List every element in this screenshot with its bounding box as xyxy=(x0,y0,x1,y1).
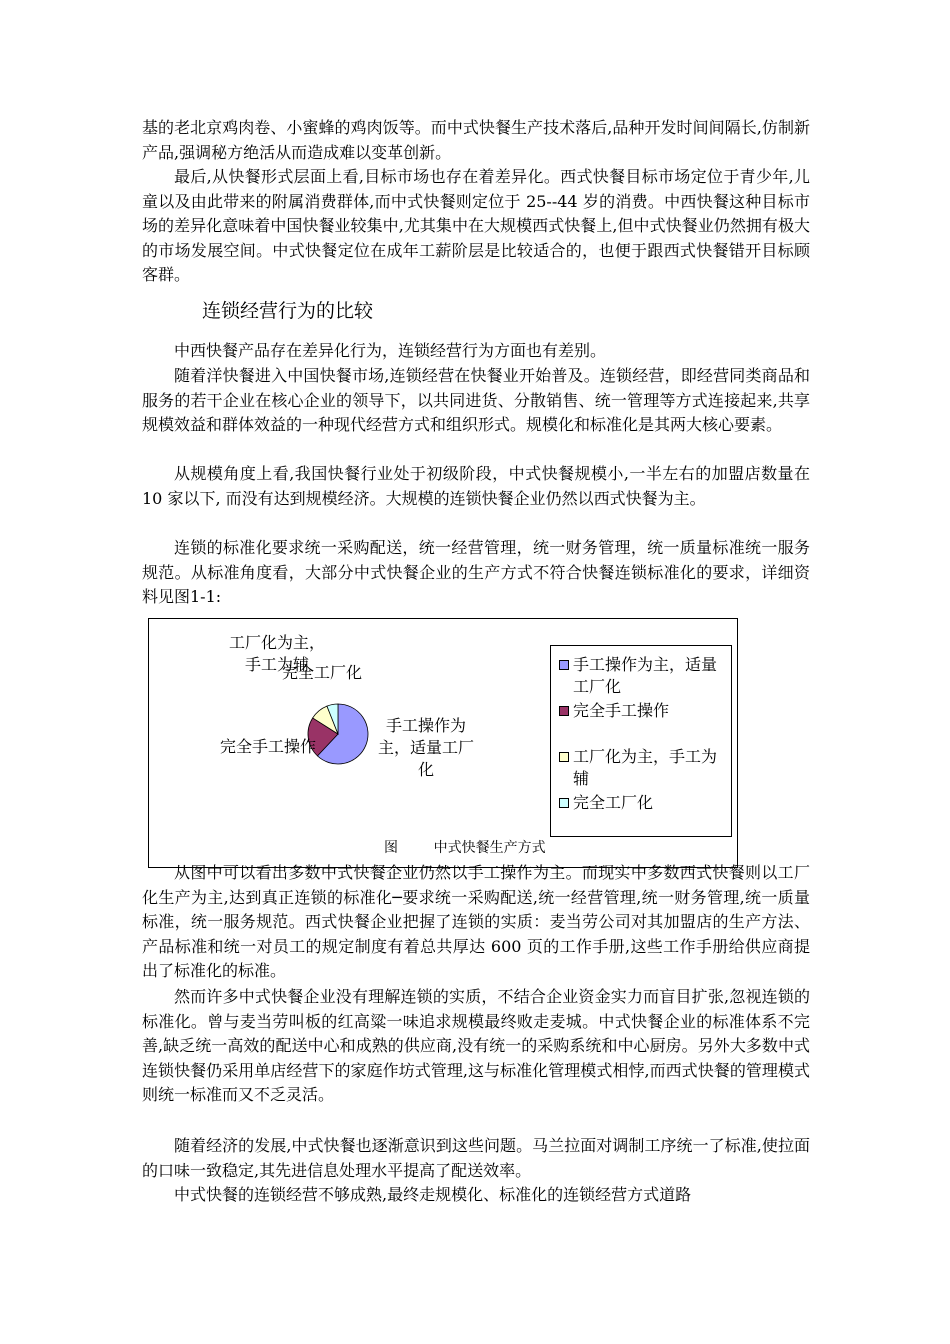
chart-legend xyxy=(550,645,732,837)
pie-label-full-factory: 完全工厂化 xyxy=(281,663,362,682)
legend-swatch xyxy=(559,752,569,762)
paragraph-intro: 中西快餐产品存在差异化行为，连锁经营行为方面也有差别。 xyxy=(174,341,607,360)
paragraph-continuation: 基的老北京鸡肉卷、小蜜蜂的鸡肉饭等。而中式快餐生产技术落后,品种开发时间间隔长,仿制新产品,强调秘方绝活从而造成难以变革创新。 xyxy=(142,118,810,162)
pie-chart xyxy=(300,696,376,772)
legend-swatch xyxy=(559,706,569,716)
legend-label: 手工操作为主，适量工厂化 xyxy=(573,655,718,696)
paragraph-conclusion: 中式快餐的连锁经营不够成熟,最终走规模化、标准化的连锁经营方式道路 xyxy=(174,1185,692,1204)
figure-caption: 图 中式快餐生产方式 xyxy=(384,840,546,856)
pie-label-factory-main: 工厂化为主，手工为辅 xyxy=(228,633,325,674)
legend-swatch xyxy=(559,798,569,808)
paragraph-chain-definition: 随着洋快餐进入中国快餐市场,连锁经营在快餐业开始普及。连锁经营，即经营同类商品和服务的若干企业在核心企业的领导下，以共同进货、分散销售、统一管理等方式连接起来,共享规模效益和群体效益的一种现代经营方式和组织形式。规模化和标准化是其两大核心要素。 xyxy=(142,366,810,435)
paragraph-problems: 然而许多中式快餐企业没有理解连锁的实质，不结合企业资金实力而盲目扩张,忽视连锁的标准化。曾与麦当劳叫板的红高粱一味追求规模最终败走麦城。中式快餐企业的标准体系不完善,缺乏统一高效的配送中心和成熟的供应商,没有统一的采购系统和中心厨房。另外大多数中式连锁快餐仍采用单店经营下的家庭作坊式管理,这与标准化管理模式相悖,而西式快餐的管理模式则统一标准而又不乏灵活。 xyxy=(142,987,810,1105)
paragraph-standardization: 连锁的标准化要求统一采购配送，统一经营管理，统一财务管理，统一质量标准统一服务规范。从标准角度看，大部分中式快餐企业的生产方式不符合快餐连锁标准化的要求，详细资料见图1-1: xyxy=(142,538,810,607)
legend-label: 完全手工操作 xyxy=(573,701,670,720)
legend-swatch xyxy=(559,660,569,670)
paragraph-target-market: 最后,从快餐形式层面上看,目标市场也存在着差异化。西式快餐目标市场定位于青少年,儿童以及由此带来的附属消费群体,而中式快餐则定位于 25--44 岁的消费。中西快餐这种目标市场的差异化意味着中国快餐业较集中,尤其集中在大规模西式快餐上,但中式快餐业仍然拥有极大的市场发展空间。中式快餐定位在成年工薪阶层是比较适合的，也便于跟西式快餐错开目标顾客群。 xyxy=(142,167,810,285)
pie-label-manual-full: 完全手工操作 xyxy=(220,737,317,756)
legend-label: 工厂化为主，手工为辅 xyxy=(573,747,718,788)
paragraph-malan-example: 随着经济的发展,中式快餐也逐渐意识到这些问题。马兰拉面对调制工序统一了标准,使拉面的口味一致稳定,其先进信息处理水平提高了配送效率。 xyxy=(142,1136,810,1180)
paragraph-chart-analysis: 从图中可以看出多数中式快餐企业仍然以手工操作为主。而现实中多数西式快餐则以工厂化生产为主,达到真正连锁的标准化─要求统一采购配送,统一经营管理,统一财务管理,统一质量标准，统一服务规范。西式快餐企业把握了连锁的实质：麦当劳公司对其加盟店的生产方法、产品标准和统一对员工的规定制度有着总共厚达 600 页的工作手册,这些工作手册给供应商提出了标准化的标准。 xyxy=(142,863,810,981)
pie-label-manual-main: 手工操作为主，适量工厂化 xyxy=(377,716,474,779)
legend-label: 完全工厂化 xyxy=(573,793,654,812)
paragraph-scale: 从规模角度上看,我国快餐行业处于初级阶段，中式快餐规模小,一半左右的加盟店数量在 10 家以下, 而没有达到规模经济。大规模的连锁快餐企业仍然以西式快餐为主。 xyxy=(142,464,810,508)
section-heading: 连锁经营行为的比较 xyxy=(202,300,374,322)
